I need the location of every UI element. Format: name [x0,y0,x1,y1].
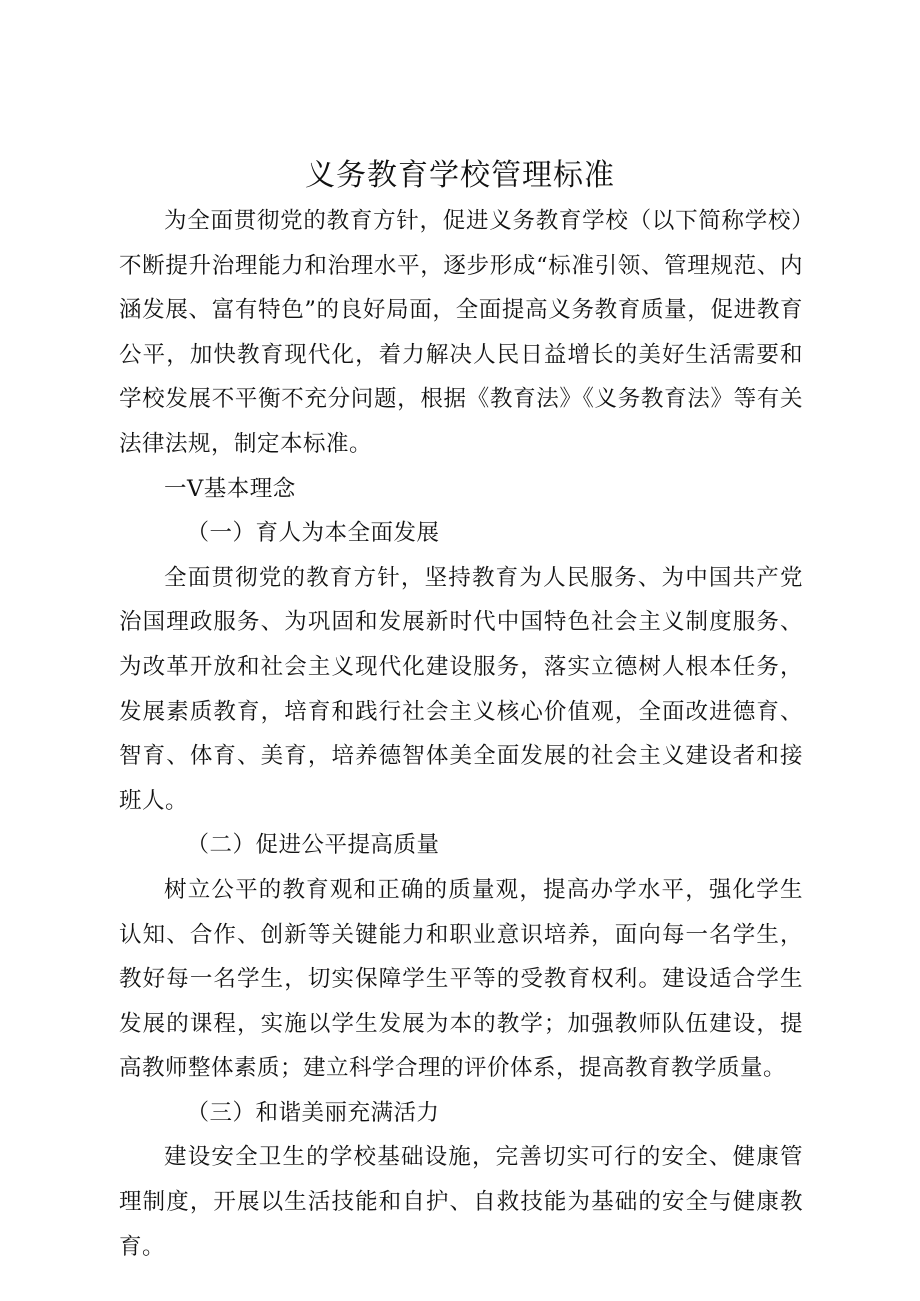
subsection-paragraph-1: 全面贯彻党的教育方针，坚持教育为人民服务、为中国共产党治国理政服务、为巩固和发展新时代中国特色社会主义制度服务、为改革开放和社会主义现代化建设服务，落实立德树人根本任务，发展素质教育，培育和践行社会主义核心价值观，全面改进德育、智育、体育、美育，培养德智体美全面发展的社会主义建设者和接班人。 [119,564,803,814]
document-title: 义务教育学校管理标准 [305,158,615,193]
intro-paragraph: 为全面贯彻党的教育方针，促进义务教育学校（以下简称学校）不断提升治理能力和治理水平，逐步形成“标准引领、管理规范、内涵发展、富有特色”的良好局面，全面提高义务教育质量，促进教育公平，加快教育现代化，着力解决人民日益增长的美好生活需要和学校发展不平衡不充分问题，根据《教育法》《义务教育法》等有关法律法规，制定本标准。 [119,208,803,457]
subsection-heading-3: （三）和谐美丽充满活力 [186,1099,440,1126]
document-body [119,199,803,1269]
subsection-heading-2: （二）促进公平提高质量 [186,832,440,859]
subsection-paragraph-3: 建设安全卫生的学校基础设施，完善切实可行的安全、健康管理制度，开展以生活技能和自护、自救技能为基础的安全与健康教育。 [119,1144,803,1260]
subsection-paragraph-2: 树立公平的教育观和正确的质量观，提高办学水平，强化学生认知、合作、创新等关键能力和职业意识培养，面向每一名学生，教好每一名学生，切实保障学生平等的受教育权利。建设适合学生发展的课程，实施以学生发展为本的教学；加强教师队伍建设，提高教师整体素质；建立科学合理的评价体系，提高教育教学质量。 [119,876,803,1082]
subsection-heading-1: （一）育人为本全面发展 [186,520,440,547]
section-heading-basic-concepts: 一V基本理念 [164,475,296,502]
